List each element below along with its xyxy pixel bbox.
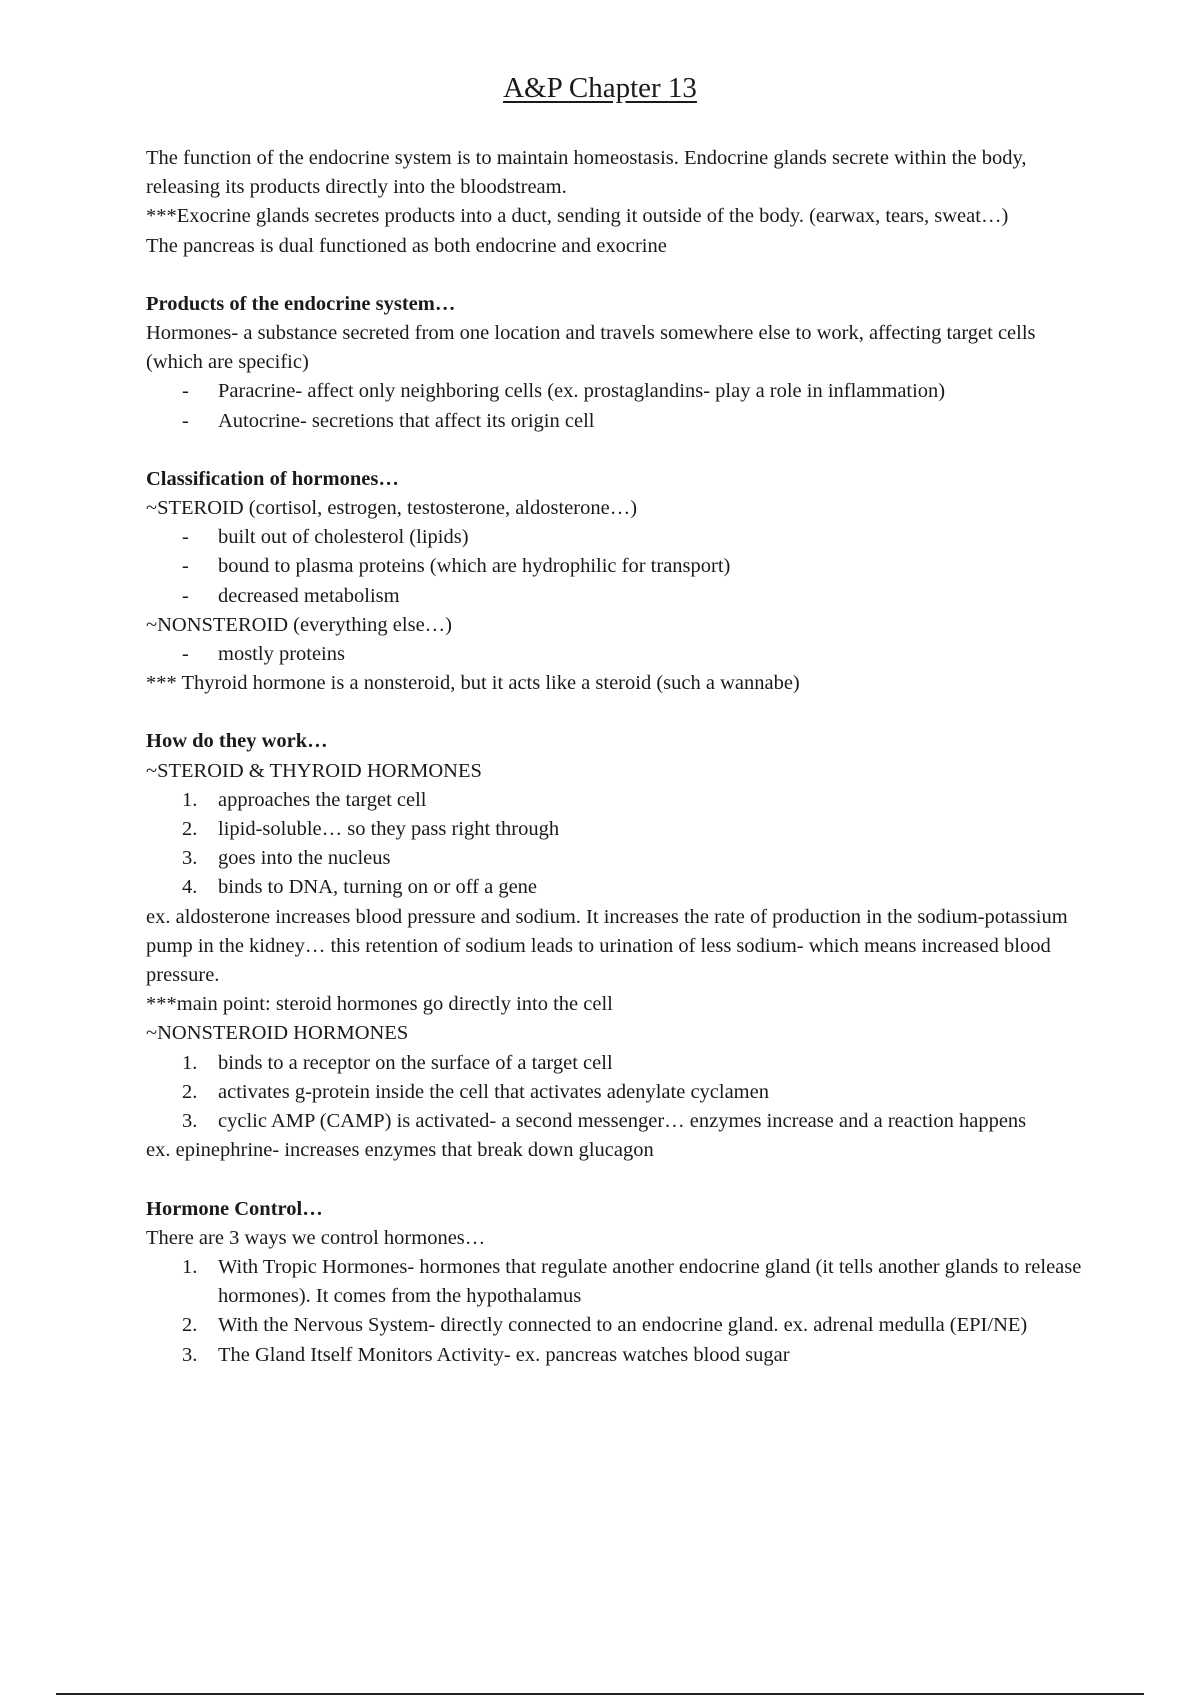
list-item: [182, 786, 1096, 815]
bullet-list: [146, 640, 1096, 669]
list-item: [182, 873, 1096, 902]
list-item: - Paracrine- affect only neighboring cells (ex. prostaglandins- play a role in inflammation): [218, 377, 1096, 406]
list-item-text: The Gland Itself Monitors Activity- ex. pancreas watches blood sugar: [218, 1343, 790, 1366]
intro-paragraph: ***Exocrine glands secretes products into a duct, sending it outside of the body. (earwax, tears, sweat…): [146, 205, 1009, 228]
list-item: - Autocrine- secretions that affect its origin cell: [218, 407, 1096, 436]
bullet-list: [146, 377, 1096, 435]
bullet-list: [146, 523, 1096, 611]
products-section: [146, 290, 1096, 436]
list-number: 1.: [182, 1255, 198, 1278]
section-heading: How do they work…: [146, 730, 328, 753]
note: ***main point: steroid hormones go directly into the cell: [146, 993, 613, 1016]
list-item: [182, 1341, 1096, 1370]
list-number: 1.: [182, 788, 198, 811]
list-number: 1.: [182, 1051, 198, 1074]
list-item: [182, 1049, 1096, 1078]
example-text: ex. epinephrine- increases enzymes that break down glucagon: [146, 1139, 654, 1162]
page-title: A&P Chapter 13: [503, 72, 697, 104]
example-text: ex. aldosterone increases blood pressure and sodium. It increases the rate of production in the sodium-potassium pump in the kidney… this retention of sodium leads to urination of less sodium- which means increased blood pressure.: [146, 905, 1068, 987]
list-item: - bound to plasma proteins (which are hydrophilic for transport): [218, 552, 1096, 581]
section-text: There are 3 ways we control hormones…: [146, 1226, 486, 1249]
list-item-text: activates g-protein inside the cell that activates adenylate cyclamen: [218, 1080, 769, 1103]
classification-section: [146, 465, 1096, 699]
document-body: [146, 144, 1096, 1370]
section-heading: Classification of hormones…: [146, 467, 399, 490]
intro-paragraph: The function of the endocrine system is to maintain homeostasis. Endocrine glands secrete within the body, releasing its products directly into the bloodstream.: [146, 147, 1027, 199]
subsection-label: ~NONSTEROID HORMONES: [146, 1022, 409, 1045]
section-heading: Hormone Control…: [146, 1197, 323, 1220]
list-number: 3.: [182, 1343, 198, 1366]
list-item-text: goes into the nucleus: [218, 847, 391, 870]
list-item-text: cyclic AMP (CAMP) is activated- a second messenger… enzymes increase and a reaction happens: [218, 1110, 1027, 1133]
intro-section: [146, 144, 1096, 261]
list-item: - decreased metabolism: [218, 582, 1096, 611]
list-item-text: With Tropic Hormones- hormones that regulate another endocrine gland (it tells another glands to release hormones). It comes from the hypothalamus: [218, 1255, 1082, 1308]
numbered-list: [146, 786, 1096, 903]
how-section: [146, 727, 1096, 1165]
list-number: 4.: [182, 876, 198, 899]
list-number: 3.: [182, 1110, 198, 1133]
list-item-text: binds to a receptor on the surface of a target cell: [218, 1051, 613, 1074]
list-item: [182, 1311, 1096, 1340]
subsection-label: ~STEROID & THYROID HORMONES: [146, 759, 482, 782]
intro-paragraph: The pancreas is dual functioned as both endocrine and exocrine: [146, 234, 667, 257]
list-item: - mostly proteins: [218, 640, 1096, 669]
list-item: - built out of cholesterol (lipids): [218, 523, 1096, 552]
list-item-text: approaches the target cell: [218, 788, 427, 811]
list-number: 2.: [182, 1080, 198, 1103]
control-section: [146, 1195, 1096, 1370]
note: *** Thyroid hormone is a nonsteroid, but it acts like a steroid (such a wannabe): [146, 672, 800, 695]
list-number: 2.: [182, 1314, 198, 1337]
list-item-text: binds to DNA, turning on or off a gene: [218, 876, 538, 899]
list-item: [182, 1107, 1096, 1136]
numbered-list: [146, 1253, 1096, 1370]
list-item: [182, 1253, 1096, 1311]
list-item: [182, 815, 1096, 844]
subsection-label: ~STEROID (cortisol, estrogen, testosterone, aldosterone…): [146, 497, 638, 520]
list-item: [182, 844, 1096, 873]
numbered-list: [146, 1049, 1096, 1137]
list-item-text: With the Nervous System- directly connected to an endocrine gland. ex. adrenal medulla (EPI/NE): [218, 1314, 1028, 1337]
list-item: [182, 1078, 1096, 1107]
list-number: 3.: [182, 847, 198, 870]
list-item-text: lipid-soluble… so they pass right through: [218, 818, 560, 841]
page-bottom-divider: [56, 1693, 1144, 1695]
section-text: Hormones- a substance secreted from one location and travels somewhere else to work, affecting target cells (which are specific): [146, 322, 1036, 374]
subsection-label: ~NONSTEROID (everything else…): [146, 613, 452, 636]
list-number: 2.: [182, 818, 198, 841]
section-heading: Products of the endocrine system…: [146, 292, 456, 315]
